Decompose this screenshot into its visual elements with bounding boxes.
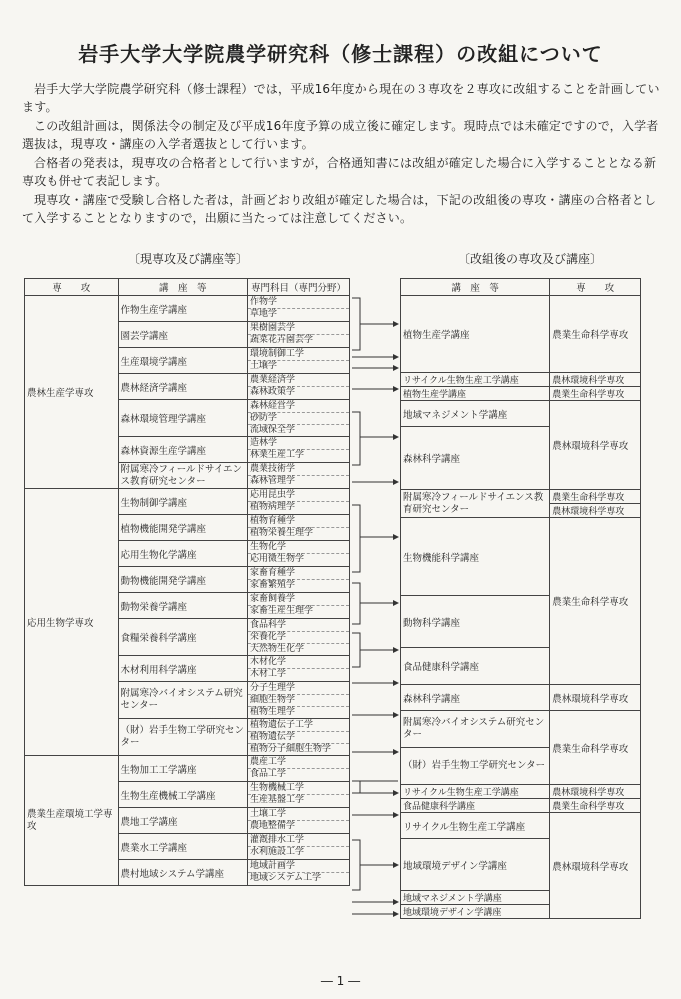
paragraph-4: 現専攻・講座で受験し合格した者は，計画どおり改組が確定した場合は，下記の改組後の専攻・講座の合格者として入学することとなりますので，出願に当たっては注意してください。 [22,193,657,225]
header-course: 講 座 等 [118,279,248,296]
subject-item: 栄養化学 [248,632,349,644]
new-course-cell: リサイクル生物生産工学講座 [401,373,550,387]
arrow-line [352,781,398,793]
header-major: 専 攻 [25,279,119,296]
subject-item: 木材工学 [250,669,287,679]
subject-item: 蔬菜花卉園芸学 [250,335,314,345]
course-cell: 生産環境学講座 [118,348,248,374]
new-major-cell: 農業生命科学専攻 [550,296,641,373]
subject-item: 家畜育種学 [248,568,349,580]
subject-item: 農産工学 [248,757,349,769]
subject-item: 木材化学 [248,657,349,669]
new-major-cell: 農業生命科学専攻 [550,799,641,813]
paragraph-3: 合格者の発表は，現専攻の合格者として行いますが，合格通知書には改組が確定した場合に入学することとなる新専攻も併せて表記します。 [22,156,657,188]
subject-item: 地域システム工学 [250,873,322,883]
subject-item: 農業技術学 [248,464,349,476]
new-course-cell: 生物機能科学講座 [401,518,550,596]
new-course-cell: 地域マネジメント学講座 [401,401,550,427]
right-section-heading: 〔改組後の専攻及び講座〕 [458,252,603,266]
subject-item: 家畜生産生理学 [250,606,314,616]
subject-item: 森林管理学 [250,476,296,486]
subject-item: 環境制御工学 [248,349,349,361]
new-course-cell: 附属寒冷バイオシステム研究センター [401,711,550,748]
arrow-line [352,412,398,465]
new-course-cell: 地域環境デザイン学講座 [401,839,550,891]
subject-item: 砂防学 [248,413,349,425]
new-major-cell: 農林環境科学専攻 [550,504,641,518]
subject-item: 応用昆虫学 [248,490,349,502]
header-subject: 専門科目（専門分野） [248,279,350,296]
subject-item: 流域保全学 [250,424,296,435]
subject-item: 植物病理学 [250,502,296,512]
subject-item: 水利施設工学 [250,847,305,857]
arrow-line [352,505,398,572]
course-cell: 園芸学講座 [118,322,248,348]
course-cell: 農地工学講座 [118,808,248,834]
new-course-cell: 附属寒冷フィールドサイエンス教育研究センター [401,490,550,518]
course-cell: 生物制御学講座 [118,489,248,515]
new-major-cell: 農業生命科学専攻 [550,490,641,504]
new-course-cell: リサイクル生物生産工学講座 [401,813,550,839]
new-major-cell: 農林環境科学専攻 [550,685,641,711]
course-cell: 動物栄養学講座 [118,593,248,619]
course-cell: 木材利用科学講座 [118,656,248,682]
new-major-cell: 農業生命科学専攻 [550,518,641,685]
new-course-cell: 森林科学講座 [401,685,550,711]
course-cell: 動物機能開発学講座 [118,567,248,593]
subject-item: 森林政策学 [250,387,296,397]
new-major-cell: 農林環境科学専攻 [550,401,641,490]
new-course-cell: 植物生産学講座 [401,296,550,373]
page-number: ― 1 ― [320,974,361,988]
subject-item: 応用微生物学 [250,554,305,564]
new-course-cell: （財）岩手生物工学研究センター [401,748,550,785]
new-course-cell: 食品健康科学講座 [401,648,550,685]
subject-item: 造林学 [248,438,349,450]
page-title: 岩手大学大学院農学研究科（修士課程）の改組について [78,42,603,66]
subject-item: 作物学 [248,297,349,309]
new-major-cell: 農業生命科学専攻 [550,387,641,401]
new-course-cell: 動物科学講座 [401,596,550,648]
new-major-cell: 農林環境科学専攻 [550,813,641,919]
course-cell: 応用生物化学講座 [118,541,248,567]
subject-item: 草地学 [250,309,278,319]
left-section-heading: 〔現専攻及び講座等〕 [128,252,249,266]
header-new-major: 専 攻 [550,279,641,296]
new-course-cell: 地域マネジメント学講座 [401,891,550,905]
paragraph-1: 岩手大学大学院農学研究科（修士課程）では，平成16年度から現在の３専攻を２専攻に改組することを計画しています。 [22,82,660,114]
course-cell: 農業水工学講座 [118,834,248,860]
new-major-cell: 農業生命科学専攻 [550,711,641,785]
subject-item: 食品科学 [248,620,349,632]
subject-item: 植物育種学 [248,516,349,528]
subject-item: 生物機械工学 [248,783,349,795]
subject-item: 植物分子細胞生物学 [250,743,332,754]
subject-item: 灌漑排水工学 [248,835,349,847]
course-cell: 生物生産機械工学講座 [118,782,248,808]
arrow-line [352,633,398,667]
course-cell: 食糧栄養科学講座 [118,619,248,656]
major-cell: 農業生産環境工学専攻 [25,756,119,886]
new-course-cell: 植物生産学講座 [401,387,550,401]
subject-item: 農地整備学 [250,821,296,831]
subject-item: 家畜繁殖学 [250,580,296,590]
major-cell: 応用生物学専攻 [25,489,119,756]
header-new-course: 講 座 等 [401,279,550,296]
arrow-line [352,840,398,890]
new-course-cell: リサイクル生物生産工学講座 [401,785,550,799]
subject-item: 植物遺伝学 [248,732,349,744]
major-cell: 農林生産学専攻 [25,296,119,489]
course-cell: 植物機能開発学講座 [118,515,248,541]
subject-item: 食品工学 [250,769,287,779]
new-course-cell: 食品健康科学講座 [401,799,550,813]
subject-item: 地域計画学 [248,861,349,873]
course-cell: 農林経済学講座 [118,374,248,400]
current-structure-table [24,278,350,886]
subject-item: 林業生産工学 [250,450,305,460]
mapping-arrows [350,0,400,999]
subject-item: 土壌学 [250,361,278,371]
arrow-line [352,583,398,624]
new-course-cell: 地域環境デザイン学講座 [401,905,550,919]
subject-item: 家畜飼養学 [248,594,349,606]
subject-item: 分子生理学 [248,683,349,695]
subject-item: 植物遺伝子工学 [248,720,349,732]
new-course-cell: 森林科学講座 [401,427,550,490]
subject-item: 農業経済学 [248,375,349,387]
new-major-cell: 農林環境科学専攻 [550,373,641,387]
course-cell: 農村地域システム学講座 [118,860,248,886]
course-cell: 森林資源生産学講座 [118,437,248,463]
arrow-line [352,298,398,350]
subject-item: 森林経営学 [248,401,349,413]
new-structure-table [400,278,641,919]
subject-item: 土壌工学 [248,809,349,821]
subject-item: 生物化学 [248,542,349,554]
new-major-cell: 農林環境科学専攻 [550,785,641,799]
course-cell: 生物加工工学講座 [118,756,248,782]
course-cell: 作物生産学講座 [118,296,248,322]
course-cell: 森林環境管理学講座 [118,400,248,437]
subject-item: 生産基盤工学 [250,795,305,805]
course-cell: （財）岩手生物工学研究センター [118,719,248,756]
course-cell: 附属寒冷バイオシステム研究センター [118,682,248,719]
subject-item: 細胞生物学 [248,695,349,707]
subject-item: 植物栄養生理学 [250,528,314,538]
course-cell: 附属寒冷フィールドサイエンス教育研究センター [118,463,248,489]
paragraph-2: この改組計画は，関係法令の制定及び平成16年度予算の成立後に確定します。現時点では未確定ですので，入学者選抜は，現専攻・講座の入学者選抜として行います。 [22,119,659,151]
subject-item: 天然物生化学 [250,643,305,654]
subject-item: 植物生理学 [250,706,296,717]
subject-item: 果樹園芸学 [248,323,349,335]
